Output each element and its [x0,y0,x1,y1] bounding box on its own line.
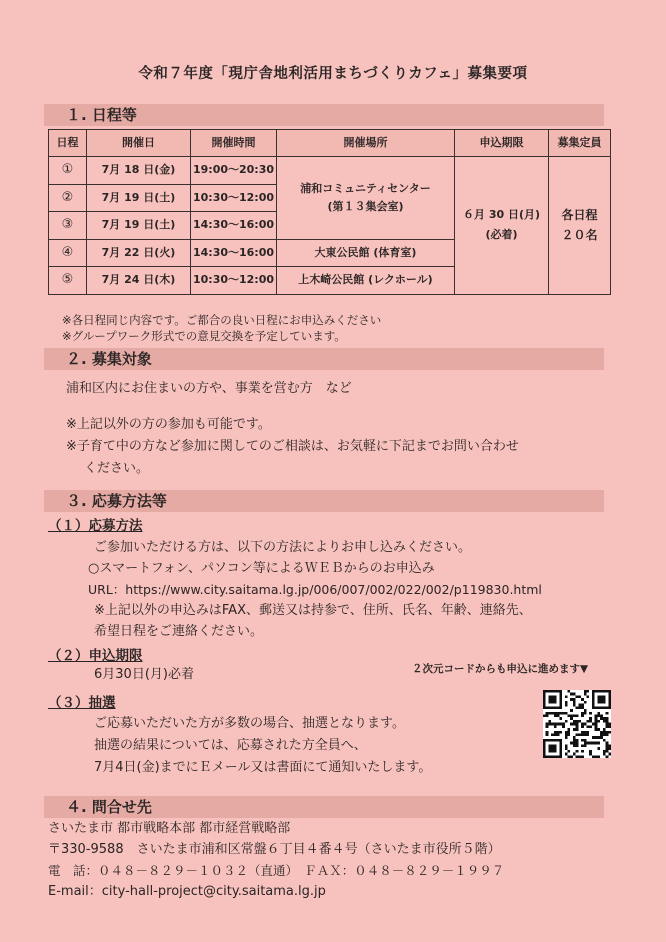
row-date: 7月 22 日(火) [87,239,191,267]
section-contact-heading: ４. 問合せ先 [44,796,604,818]
row-no: ④ [49,239,87,267]
table-row [49,157,611,185]
header-deadline: 申込期限 [455,130,549,157]
target-note-2-cont: ください。 [84,461,150,476]
row-no: ⑤ [49,267,87,295]
header-capacity: 募集定員 [549,130,611,157]
target-note-2: ※子育て中の方など参加に関してのご相談は、お気軽に下記までお問い合わせ [66,439,519,454]
row-no: ② [49,184,87,212]
venue-urawa-community-center: 浦和コミュニティセンター (第１３集会室) [277,157,455,240]
contact-phone-fax: 電 話：０４８－８２９－１０３２（直通） ＦＡＸ：０４８－８２９－１９９７ [48,863,505,878]
target-description: 浦和区内にお住まいの方や、事業を営む方 など [66,381,352,396]
apply-method-note1: ※上記以外の申込みはFAX、郵送又は持参で、住所、氏名、年齢、連絡先、 [94,603,532,618]
row-time: 19:00～20:30 [191,157,277,185]
deadline-cell: ６月 30 日(月) (必着) [455,157,549,295]
row-date: 7月 19 日(土) [87,184,191,212]
row-date: 7月 19 日(土) [87,212,191,240]
schedule-table [48,129,611,295]
header-date: 開催日 [87,130,191,157]
venue-daito-kominkan: 大東公民館 (体育室) [277,239,455,267]
contact-email[interactable]: E-mail：city-hall-project@city.saitama.lg.jp [48,884,326,899]
lottery-title: （３）抽選 [48,695,116,711]
qr-caption: ２次元コードからも申込に進めます▼ [412,663,589,675]
header-venue: 開催場所 [277,130,455,157]
apply-method-line1: ご参加いただける方は、以下の方法によりお申し込みください。 [94,540,472,555]
lottery-line2: 抽選の結果については、応募された方全員へ、 [94,738,367,753]
apply-deadline-text: 6月30日(月)必着 [94,667,194,682]
target-note-1: ※上記以外の方の参加も可能です。 [66,417,271,432]
row-time: 10:30～12:00 [191,184,277,212]
row-no: ① [49,157,87,185]
section-schedule-heading: １. 日程等 [44,104,604,126]
lottery-line3: 7月4日(金)までにＥメール又は書面にて通知いたします。 [94,760,432,775]
apply-url-link[interactable]: URL：https://www.city.saitama.lg.jp/006/007/002/022/002/p119830.html [88,582,542,597]
section-target-heading: ２. 募集対象 [44,348,604,370]
contact-department: さいたま市 都市戦略本部 都市経営戦略部 [48,821,291,836]
contact-address: 〒330-9588 さいたま市浦和区常盤６丁目４番４号（さいたま市役所５階） [48,842,501,857]
schedule-notes: ※各日程同じ内容です。ご都合の良い日程にお申込みください ※グループワーク形式での意見交換を予定しています。 [62,313,382,343]
header-time: 開催時間 [191,130,277,157]
capacity-cell: 各日程 ２０名 [549,157,611,295]
lottery-line1: ご応募いただいた方が多数の場合、抽選となります。 [94,716,405,731]
row-time: 14:30～16:00 [191,239,277,267]
page-title: 令和７年度「現庁舎地利活用まちづくりカフェ」募集要項 [138,66,528,82]
apply-method-title: （１）応募方法 [48,518,143,534]
row-no: ③ [49,212,87,240]
apply-method-note2: 希望日程をご連絡ください。 [94,624,264,639]
header-no: 日程 [49,130,87,157]
venue-kamikizaki-kominkan: 上木崎公民館 (レクホール) [277,267,455,295]
row-time: 14:30～16:00 [191,212,277,240]
section-apply-heading: ３. 応募方法等 [44,490,604,512]
qr-code-icon[interactable] [543,690,611,758]
apply-method-line2: ○スマートフォン、パソコン等によるＷＥＢからのお申込み [88,561,435,576]
row-date: 7月 24 日(木) [87,267,191,295]
row-date: 7月 18 日(金) [87,157,191,185]
row-time: 10:30～12:00 [191,267,277,295]
apply-deadline-title: （２）申込期限 [48,648,143,664]
schedule-header-row [49,130,611,157]
